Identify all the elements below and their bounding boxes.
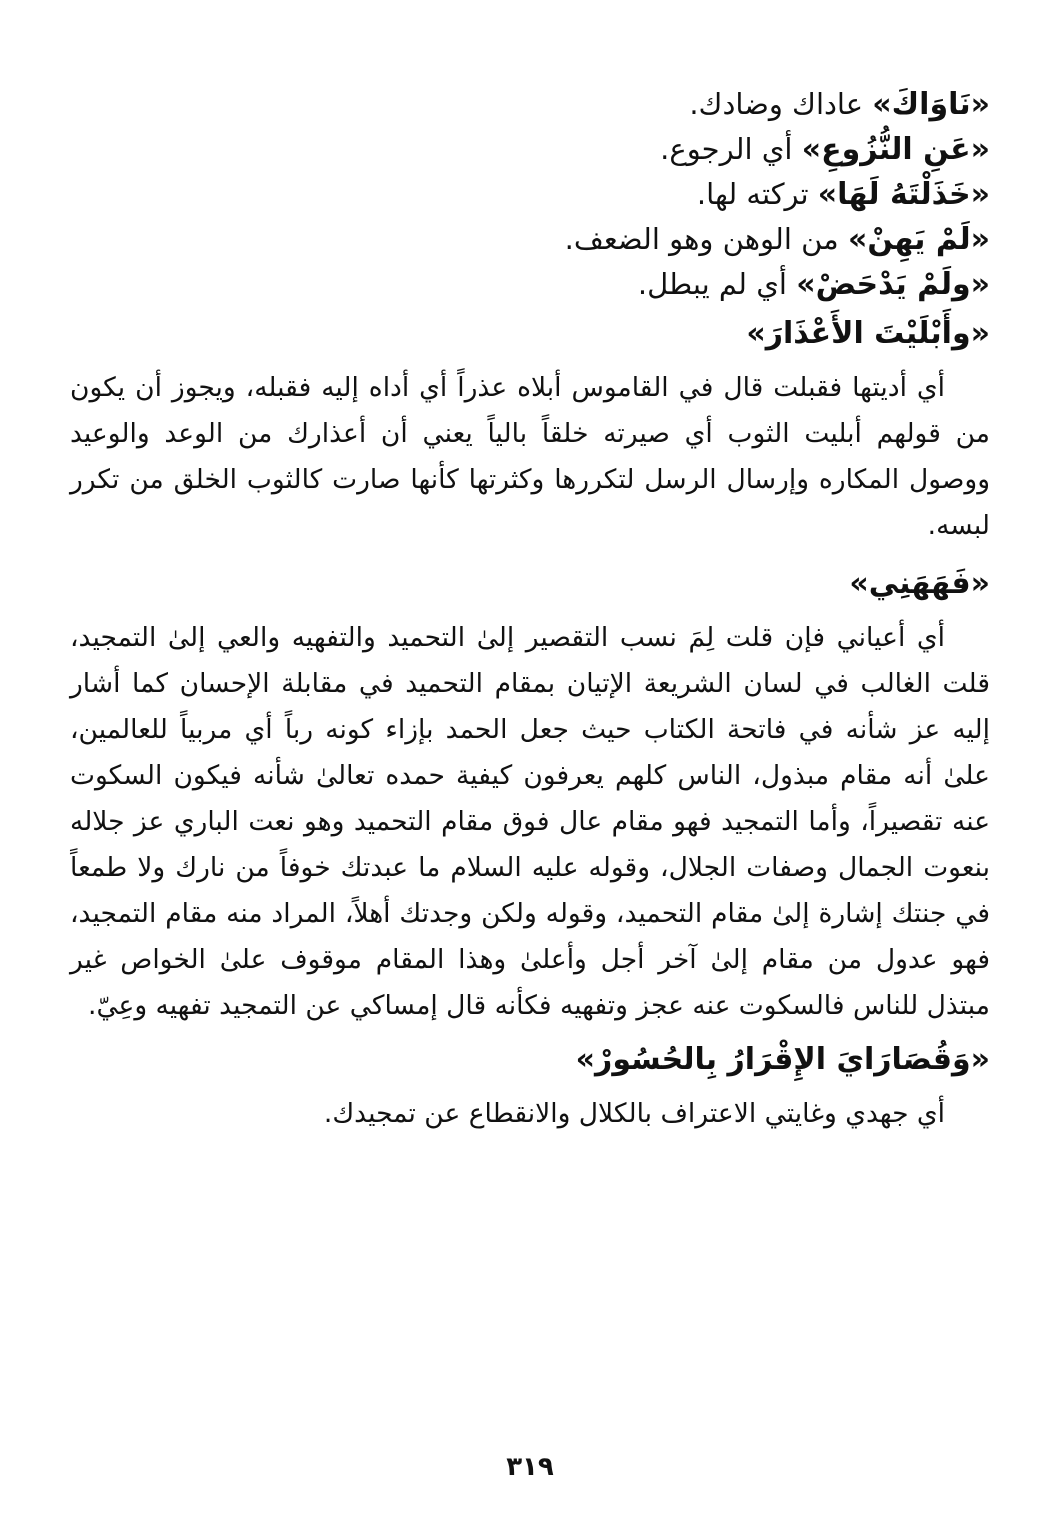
gloss-line xyxy=(70,262,990,307)
section-paragraph: أي جهدي وغايتي الاعتراف بالكلال والانقطاع عن تمجيدك. xyxy=(323,1098,945,1129)
gloss-meaning: أي الرجوع. xyxy=(660,132,793,166)
gloss-term: «خَذَلْتَهُ لَهَا» xyxy=(817,177,990,212)
gloss-term: «عَنِ النُّزُوعِ» xyxy=(801,132,990,167)
section-heading: «وَقُصَارَايَ الإِقْرَارُ بِالحُسُورْ» xyxy=(575,1042,990,1077)
gloss-line xyxy=(70,82,990,127)
section-paragraph: أي أديتها فقبلت قال في القاموس أبلاه عذراً أي أداه إليه فقبله، ويجوز أن يكون من قولهم أبليت الثوب أي صيرته خلقاً بالياً يعني أن أعذارك من الوعد والوعيد ووصول المكاره وإرسال الرسل لتكررها وكثرتها كأنها صارت كالثوب الخلق من تكرر لبسه. xyxy=(70,372,990,541)
page-body xyxy=(70,82,990,1137)
gloss-meaning: عاداك وضادك. xyxy=(689,87,864,121)
section-paragraph: أي أعياني فإن قلت لِمَ نسب التقصير إلىٰ التحميد والتفهيه والعي إلىٰ التمجيد، قلت الغالب في لسان الشريعة الإتيان بمقام التحميد في مقابلة الإحسان كما أشار إليه عز شأنه في فاتحة الكتاب حيث جعل الحمد بإزاء كونه رباً أي مربياً للعالمين، علىٰ أنه مقام مبذول، الناس كلهم يعرفون كيفية حمده تعالىٰ شأنه فيكون السكوت عنه تقصيراً، وأما التمجيد فهو مقام عال فوق مقام التحميد وهو نعت الباري عز جلاله بنعوت الجمال وصفات الجلال، وقوله عليه السلام ما عبدتك خوفاً من نارك ولا طمعاً في جنتك إشارة إلىٰ مقام التحميد، وقوله ولكن وجدتك أهلاً، المراد منه مقام التمجيد، فهو عدول من مقام إلىٰ آخر أجل وأعلىٰ وهذا المقام موقوف علىٰ الخواص غير مبتذل للناس فالسكوت عنه عجز وتفهيه فكأنه قال إمساكي عن التمجيد تفهيه وعِيّ. xyxy=(70,622,990,1021)
page-number: ٣١٩ xyxy=(506,1452,554,1482)
gloss-meaning: من الوهن وهو الضعف. xyxy=(564,222,839,256)
gloss-meaning: أي لم يبطل. xyxy=(637,267,787,301)
gloss-term: «لَمْ يَهِنْ» xyxy=(847,222,990,257)
gloss-term: «نَاوَاكَ» xyxy=(872,87,990,122)
section-heading: «وأَبْلَيْتَ الأَعْذَارَ» xyxy=(746,316,990,351)
gloss-term: «ولَمْ يَدْحَضْ» xyxy=(796,267,990,302)
gloss-line xyxy=(70,217,990,262)
gloss-meaning: تركته لها. xyxy=(696,177,809,211)
section-heading: «فَهَهَنِي» xyxy=(849,566,990,601)
gloss-line xyxy=(70,172,990,217)
gloss-line xyxy=(70,127,990,172)
